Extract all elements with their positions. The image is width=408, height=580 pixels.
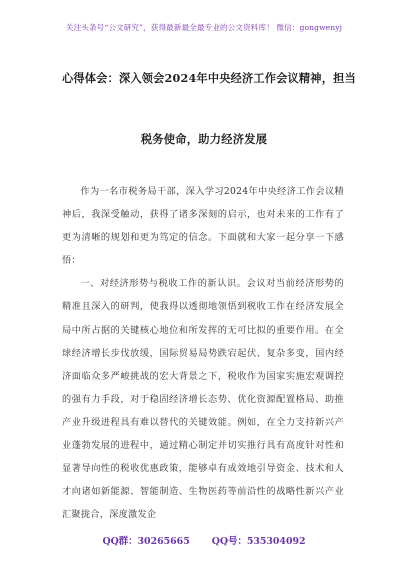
footer-qq-group: QQ群：30265665 (102, 536, 190, 547)
header-banner: 关注头条号“公文研究”，获得最新最全最专业的公文资料库！ 微信：gongwenyj (65, 23, 343, 32)
footer-qq-number: QQ号：535304092 (211, 536, 306, 547)
paragraph-section-1: 一、对经济形势与税收工作的新认识。会议对当前经济形势的精准且深入的研判，使我得以透彻地领悟到税收工作在经济发展全局中所占据的关键核心地位和所发挥的无可比拟的重要作用。在全球经济增长步伐放缓，国际贸易局势跌宕起伏、复杂多变，国内经济面临众多严峻挑战的宏大背景之下，税收作为国家实施宏观调控的强有力手段，对于稳固经济增长态势、优化资源配置格局、助推产业升级进程具有难以替代的关键效能。例如，在全力支持新兴产业蓬勃发展的进程中，通过精心制定并切实推行具有高度针对性和显著导向性的税收优惠政策，能够卓有成效地引导资金、技术和人才向诸如新能源、智能制造、生物医药等前沿性的战略性新兴产业汇聚拢合，深度激发企 (62, 278, 344, 521)
paragraph-intro: 作为一名市税务局干部，深入学习2024年中央经济工作会议精神后，我深受触动，获得了诸多深刻的启示，也对未来的工作有了更为清晰的规划和更为笃定的信念。下面就和大家一起分享一下感悟： (62, 186, 344, 267)
document-title-line-1: 心得体会：深入领会2024年中央经济工作会议精神，担当 (62, 71, 356, 85)
document-title-line-2: 税务使命，助力经济发展 (140, 132, 268, 146)
document-body (62, 180, 344, 526)
footer-contact (0, 533, 408, 547)
